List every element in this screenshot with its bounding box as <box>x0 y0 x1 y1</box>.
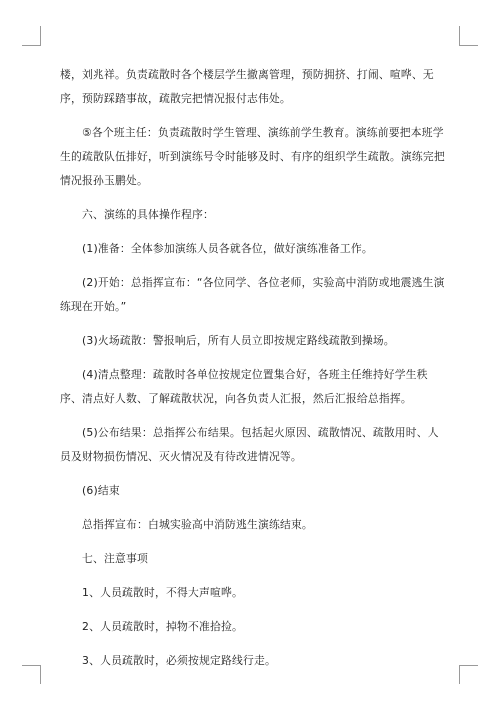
paragraph-end-announcement: 总指挥宣布：白城实验高中消防逃生演练结束。 <box>82 518 313 531</box>
document-body <box>60 63 448 673</box>
step-evacuate: (3)火场疏散：警报响后，所有人员立即按规定路线疏散到操场。 <box>82 334 395 347</box>
crop-mark-bottom-right-vertical <box>459 665 460 684</box>
crop-mark-top-left-horizontal <box>22 45 41 46</box>
section-heading-procedure: 六、演练的具体操作程序： <box>82 208 214 221</box>
note-item-3: 3、人员疏散时，必须按规定路线行走。 <box>82 654 277 667</box>
step-announce-results: (5)公布结果：总指挥公布结果。包括起火原因、疏散情况、疏散用时、人员及财物损伤情况、灭火情况及有待改进情况等。 <box>60 426 439 463</box>
crop-mark-top-right-horizontal <box>459 45 478 46</box>
section-heading-notes: 七、注意事项 <box>82 552 148 565</box>
crop-mark-top-left-vertical <box>40 26 41 45</box>
crop-mark-bottom-left-vertical <box>40 665 41 684</box>
step-end: (6)结束 <box>82 484 120 497</box>
step-count: (4)清点整理：疏散时各单位按规定位置集合好，各班主任维持好学生秩序、清点好人数、了解疏散状况，向各负责人汇报，然后汇报给总指挥。 <box>60 368 428 405</box>
paragraph-class-teachers: ⑤各个班主任：负责疏散时学生管理、演练前学生教育。演练前要把本班学生的疏散队伍排好，听到演练号令时能够及时、有序的组织学生疏散。演练完把情况报孙玉鹏处。 <box>60 126 445 187</box>
paragraph-continuation: 楼，刘兆祥。负责疏散时各个楼层学生撤离管理，预防拥挤、打闹、喧哗、无序，预防踩踏事故，疏散完把情况报付志伟处。 <box>60 68 434 105</box>
note-item-2: 2、人员疏散时，掉物不准拾捡。 <box>82 620 244 633</box>
note-item-1: 1、人员疏散时，不得大声喧哗。 <box>82 586 244 599</box>
crop-mark-bottom-right-horizontal <box>459 665 478 666</box>
crop-mark-top-right-vertical <box>459 26 460 45</box>
crop-mark-bottom-left-horizontal <box>22 665 41 666</box>
step-start: (2)开始：总指挥宣布：“各位同学、各位老师，实验高中消防或地震逃生演练现在开始。” <box>60 276 445 313</box>
step-prepare: (1)准备：全体参加演练人员各就各位，做好演练准备工作。 <box>82 242 373 255</box>
